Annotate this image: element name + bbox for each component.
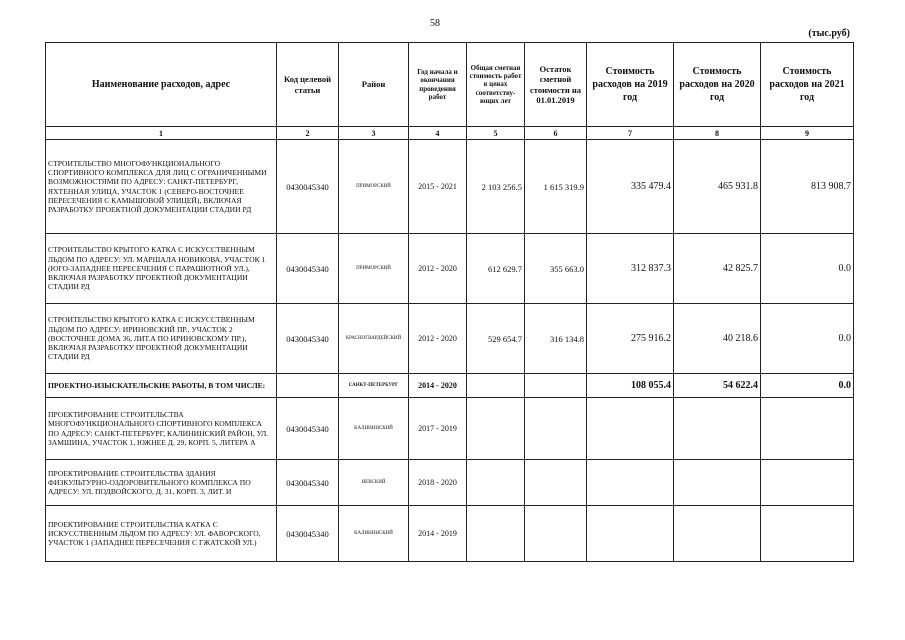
table-row	[46, 304, 854, 374]
header-cost-2020: Стоимость расходов на 2020 год	[674, 43, 761, 127]
row-cost-2019: 108 055.4	[587, 374, 674, 398]
row-cost-2020	[674, 398, 761, 460]
row-remaining: 1 615 319.9	[525, 140, 587, 234]
column-number: 5	[467, 127, 525, 140]
table-row	[46, 140, 854, 234]
header-name: Наименование расходов, адрес	[46, 43, 277, 127]
row-name: СТРОИТЕЛЬСТВО МНОГОФУНКЦИОНАЛЬНОГО СПОРТИВНОГО КОМПЛЕКСА ДЛЯ ЛИЦ С ОГРАНИЧЕННЫМИ ВОЗМОЖНОСТЯМИ ПО АДРЕСУ: САНКТ-ПЕТЕРБУРГ, ЯХТЕННАЯ УЛИЦА, УЧАСТОК 1 (СЕВЕРО-ВОСТОЧНЕЕ ПЕРЕСЕЧЕНИЯ С КАМЫШОВОЙ УЛИЦЕЙ), ВКЛЮЧАЯ РАЗРАБОТКУ ПРОЕКТНОЙ ДОКУМЕНТАЦИИ СТАДИИ РД	[46, 140, 277, 234]
table-row	[46, 234, 854, 304]
row-code: 0430045340	[277, 140, 339, 234]
budget-table	[45, 42, 854, 562]
header-remaining: Остаток сметной стоимости на 01.01.2019	[525, 43, 587, 127]
row-cost-2019	[587, 460, 674, 506]
row-remaining	[525, 460, 587, 506]
row-district: САНКТ-ПЕТЕРБУРГ	[339, 374, 409, 398]
row-total-cost	[467, 374, 525, 398]
row-name: ПРОЕКТИРОВАНИЕ СТРОИТЕЛЬСТВА ЗДАНИЯ ФИЗКУЛЬТУРНО-ОЗДОРОВИТЕЛЬНОГО КОМПЛЕКСА ПО АДРЕСУ: УЛ. ПОДВОЙСКОГО, Д. 31, КОРП. 3, ЛИТ. И	[46, 460, 277, 506]
column-number: 1	[46, 127, 277, 140]
row-years: 2018 - 2020	[409, 460, 467, 506]
subtotal-row	[46, 374, 854, 398]
header-district: Район	[339, 43, 409, 127]
row-cost-2019	[587, 398, 674, 460]
header-cost-2021: Стоимость расходов на 2021 год	[761, 43, 854, 127]
row-years: 2012 - 2020	[409, 234, 467, 304]
row-cost-2021: 813 908.7	[761, 140, 854, 234]
column-number: 2	[277, 127, 339, 140]
row-cost-2021	[761, 460, 854, 506]
header-total-cost: Общая сметная стоимость работ в ценах соответству-ющих лет	[467, 43, 525, 127]
column-number: 3	[339, 127, 409, 140]
header-code: Код целевой статьи	[277, 43, 339, 127]
table-row	[46, 460, 854, 506]
row-name: СТРОИТЕЛЬСТВО КРЫТОГО КАТКА С ИСКУССТВЕННЫМ ЛЬДОМ ПО АДРЕСУ: УЛ. МАРШАЛА НОВИКОВА, УЧАСТОК 1 (ЮГО-ЗАПАДНЕЕ ПЕРЕСЕЧЕНИЯ С ПАРАШЮТНОЙ УЛ.), ВКЛЮЧАЯ РАЗРАБОТКУ ПРОЕКТНОЙ ДОКУМЕНТАЦИИ СТАДИИ РД	[46, 234, 277, 304]
column-number-row	[46, 127, 854, 140]
column-number: 4	[409, 127, 467, 140]
row-cost-2021	[761, 506, 854, 562]
row-district: ПРИМОРСКИЙ	[339, 234, 409, 304]
row-years: 2014 - 2020	[409, 374, 467, 398]
row-cost-2019	[587, 506, 674, 562]
row-cost-2020: 54 622.4	[674, 374, 761, 398]
row-remaining	[525, 374, 587, 398]
row-cost-2021: 0.0	[761, 374, 854, 398]
row-name: ПРОЕКТИРОВАНИЕ СТРОИТЕЛЬСТВА КАТКА С ИСКУССТВЕННЫМ ЛЬДОМ ПО АДРЕСУ: УЛ. ФАВОРСКОГО, УЧАСТОК 1 (ЗАПАДНЕЕ ПЕРЕСЕЧЕНИЯ С ГЖАТСКОЙ УЛ.)	[46, 506, 277, 562]
row-remaining: 316 134.8	[525, 304, 587, 374]
row-cost-2020	[674, 506, 761, 562]
column-number: 6	[525, 127, 587, 140]
column-number: 8	[674, 127, 761, 140]
header-cost-2019: Стоимость расходов на 2019 год	[587, 43, 674, 127]
row-total-cost	[467, 460, 525, 506]
row-code: 0430045340	[277, 460, 339, 506]
table-row	[46, 506, 854, 562]
page-number: 58	[430, 18, 440, 29]
row-code: 0430045340	[277, 234, 339, 304]
row-total-cost	[467, 398, 525, 460]
row-cost-2021: 0.0	[761, 304, 854, 374]
row-cost-2020	[674, 460, 761, 506]
units-label: (тыс.руб)	[808, 28, 850, 39]
row-district: НЕВСКИЙ	[339, 460, 409, 506]
row-total-cost	[467, 506, 525, 562]
row-cost-2020: 42 825.7	[674, 234, 761, 304]
row-remaining	[525, 506, 587, 562]
header-years: Год начала и окончания проведения работ	[409, 43, 467, 127]
column-number: 7	[587, 127, 674, 140]
row-code: 0430045340	[277, 398, 339, 460]
row-cost-2020: 40 218.6	[674, 304, 761, 374]
row-cost-2019: 275 916.2	[587, 304, 674, 374]
row-cost-2021	[761, 398, 854, 460]
row-years: 2017 - 2019	[409, 398, 467, 460]
row-code: 0430045340	[277, 506, 339, 562]
row-cost-2020: 465 931.8	[674, 140, 761, 234]
row-years: 2012 - 2020	[409, 304, 467, 374]
row-cost-2019: 335 479.4	[587, 140, 674, 234]
row-total-cost: 529 654.7	[467, 304, 525, 374]
row-total-cost: 2 103 256.5	[467, 140, 525, 234]
row-district: КАЛИНИНСКИЙ	[339, 398, 409, 460]
row-code: 0430045340	[277, 304, 339, 374]
column-number: 9	[761, 127, 854, 140]
row-years: 2015 - 2021	[409, 140, 467, 234]
row-years: 2014 - 2019	[409, 506, 467, 562]
row-remaining: 355 663.0	[525, 234, 587, 304]
row-name: СТРОИТЕЛЬСТВО КРЫТОГО КАТКА С ИСКУССТВЕННЫМ ЛЬДОМ ПО АДРЕСУ: ИРИНОВСКИЙ ПР., УЧАСТОК 2 (ВОСТОЧНЕЕ ДОМА 36, ЛИТ.А ПО ИРИНОВСКОМУ ПР.), ВКЛЮЧАЯ РАЗРАБОТКУ ПРОЕКТНОЙ ДОКУМЕНТАЦИИ СТАДИИ РД	[46, 304, 277, 374]
row-name: ПРОЕКТНО-ИЗЫСКАТЕЛЬСКИЕ РАБОТЫ, В ТОМ ЧИСЛЕ:	[46, 374, 277, 398]
row-cost-2021: 0.0	[761, 234, 854, 304]
row-name: ПРОЕКТИРОВАНИЕ СТРОИТЕЛЬСТВА МНОГОФУНКЦИОНАЛЬНОГО СПОРТИВНОГО КОМПЛЕКСА ПО АДРЕСУ: САНКТ-ПЕТЕРБУРГ, КАЛИНИНСКИЙ РАЙОН, УЛ. ЗАМШИНА, УЧАСТОК 1, ЮЖНЕЕ Д. 29, КОРП. 5, ЛИТЕРА А	[46, 398, 277, 460]
table-row	[46, 398, 854, 460]
row-remaining	[525, 398, 587, 460]
row-district: КРАСНОГВАРДЕЙСКИЙ	[339, 304, 409, 374]
header-row	[46, 43, 854, 127]
row-total-cost: 612 629.7	[467, 234, 525, 304]
row-cost-2019: 312 837.3	[587, 234, 674, 304]
row-code	[277, 374, 339, 398]
row-district: ПРИМОРСКИЙ	[339, 140, 409, 234]
row-district: КАЛИНИНСКИЙ	[339, 506, 409, 562]
